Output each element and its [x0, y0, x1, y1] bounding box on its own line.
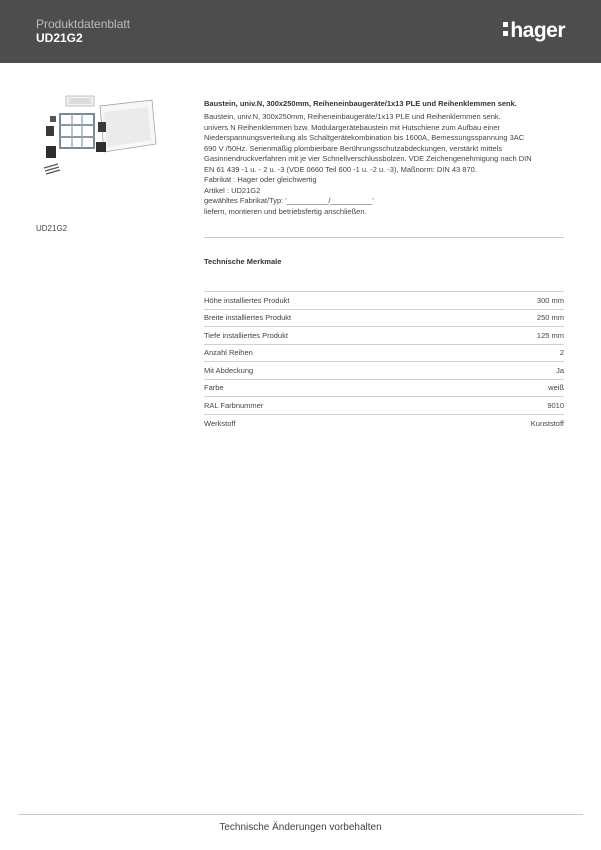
table-row — [204, 414, 564, 432]
brand-logo — [503, 19, 565, 43]
description-line: EN 61 439 -1 u. - 2 u. -3 (VDE 0660 Teil 600 -1 u. -2 u. -3), Maßnorm: DIN 43 870. — [204, 164, 477, 174]
spec-label: Breite installiertes Produkt — [204, 309, 465, 327]
spec-label: Anzahl Reihen — [204, 344, 465, 362]
specs-title: Technische Merkmale — [204, 257, 282, 266]
document-type: Produktdatenblatt — [36, 17, 131, 31]
specs-table — [204, 291, 564, 432]
product-code: UD21G2 — [36, 31, 83, 45]
description-line: 690 V /50Hz. Serienmäßig plombierbare Berührungsschutzabdeckungen, verstärkt mittels — [204, 143, 503, 153]
spec-label: Höhe installiertes Produkt — [204, 292, 465, 310]
table-row — [204, 309, 564, 327]
description-line: gewähltes Fabrikat/Typ: '__________/__________' — [204, 196, 374, 205]
description-line: Niederspannungsverteilung als Schaltgerätekombination bis 1600A, Bemessungsspannung 3AC — [204, 133, 525, 142]
footer-note: Technische Änderungen vorbehalten — [219, 822, 382, 833]
table-row — [204, 327, 564, 345]
spec-label: Werkstoff — [204, 414, 465, 432]
spec-label: Mit Abdeckung — [204, 362, 465, 380]
brand-name: hager — [510, 19, 565, 42]
description-line: univers N Reihenklemmen bzw. Modulargerätebaustein mit Hutschiene zum Aufbau einer — [204, 122, 500, 132]
product-image — [36, 92, 160, 184]
description-line: Fabrikat : Hager oder gleichwertig — [204, 175, 317, 184]
spec-value: 300 mm — [465, 292, 564, 310]
page-header — [0, 0, 601, 63]
spec-value: Kunststoff — [465, 414, 564, 432]
description-line: Baustein, univ.N, 300x250mm, Reiheneinbaugeräte/1x13 PLE und Reihenklemmen senk. — [204, 112, 501, 121]
spec-value: 9010 — [465, 397, 564, 415]
spec-label: Tiefe installiertes Produkt — [204, 327, 465, 345]
spec-value: 250 mm — [465, 309, 564, 327]
product-title: Baustein, univ.N, 300x250mm, Reiheneinbaugeräte/1x13 PLE und Reihenklemmen senk. — [204, 99, 517, 108]
product-description — [204, 99, 564, 217]
spec-value: 2 — [465, 344, 564, 362]
description-line: liefern, montieren und betriebsfertig anschließen. — [204, 206, 367, 216]
table-row — [204, 292, 564, 310]
image-caption: UD21G2 — [36, 224, 68, 233]
spec-label: RAL Farbnummer — [204, 397, 465, 415]
table-row — [204, 379, 564, 397]
table-row — [204, 397, 564, 415]
footer-divider — [18, 814, 583, 815]
table-row — [204, 344, 564, 362]
spec-label: Farbe — [204, 379, 465, 397]
description-line: Gasinnendruckverfahren mit je vier Schnellverschlussbolzen. VDE Zeichengenehmigung nach DIN — [204, 154, 532, 163]
description-text — [204, 112, 564, 217]
logo-mark-icon — [503, 22, 509, 40]
description-line: Artikel : UD21G2 — [204, 185, 261, 195]
table-row — [204, 362, 564, 380]
spec-value: 125 mm — [465, 327, 564, 345]
spec-value: weiß — [465, 379, 564, 397]
spec-value: Ja — [465, 362, 564, 380]
section-divider — [204, 237, 564, 238]
